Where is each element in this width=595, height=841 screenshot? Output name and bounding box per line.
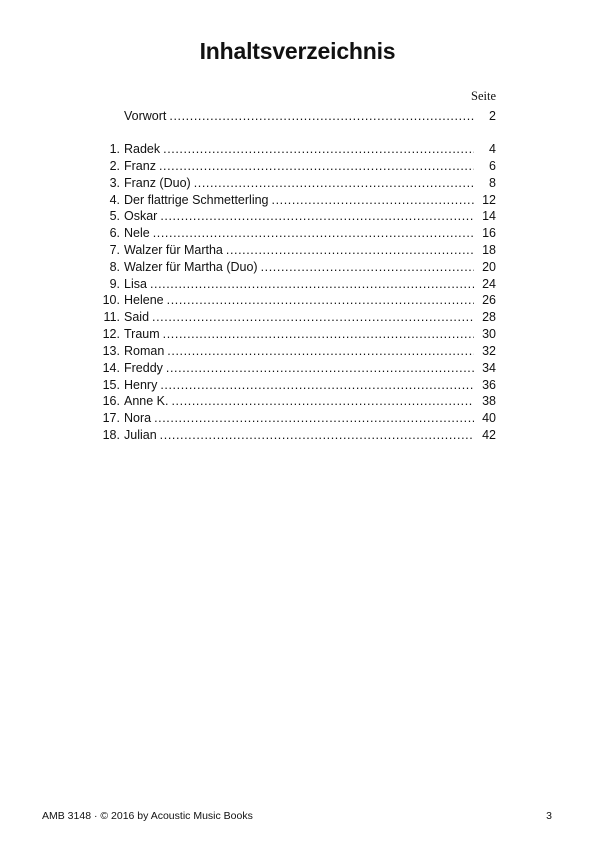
toc-entry-page: 42 — [482, 427, 496, 442]
toc-entry-title: Oskar — [124, 209, 158, 224]
toc-entry-page: 40 — [482, 411, 496, 426]
toc-entry-page: 18 — [482, 242, 496, 257]
footer-copyright: AMB 3148 · © 2016 by Acoustic Music Books — [42, 810, 253, 822]
toc-entry-title: Franz — [124, 158, 156, 173]
toc-entry-page: 14 — [482, 209, 496, 224]
toc-leader-dots — [169, 108, 474, 124]
toc-entry-title: Anne K. — [124, 394, 169, 409]
toc-entry-page: 26 — [482, 293, 496, 308]
toc-entry-row[interactable] — [95, 309, 496, 325]
toc-entry-number: 3. — [109, 175, 120, 190]
toc-entry-number: 17. — [102, 411, 120, 426]
toc-entry-title: Freddy — [124, 360, 163, 375]
toc-entry-title: Helene — [124, 293, 164, 308]
toc-entry-title: Lisa — [124, 276, 147, 291]
toc-leader-dots — [160, 377, 474, 393]
toc-leader-dots — [167, 343, 474, 359]
toc-entry-number: 16. — [102, 394, 120, 409]
toc-entry-page: 16 — [482, 226, 496, 241]
toc-entry-title: Franz (Duo) — [124, 175, 191, 190]
toc-entry-title: Walzer für Martha — [124, 242, 223, 257]
toc-leader-dots — [153, 225, 474, 241]
toc-entry-number: 18. — [102, 427, 120, 442]
toc-leader-dots — [154, 410, 474, 426]
toc-entry-row[interactable] — [95, 393, 496, 409]
toc-entry-row[interactable] — [95, 326, 496, 342]
toc-entry-title: Radek — [124, 142, 161, 156]
toc-leader-dots — [167, 292, 474, 308]
toc-leader-dots — [171, 393, 474, 409]
toc-entry-row[interactable] — [95, 242, 496, 258]
toc-entry-title: Nora — [124, 411, 152, 426]
toc-entry-row[interactable] — [95, 410, 496, 426]
toc-entry-row[interactable] — [95, 377, 496, 393]
toc-entry-title: Der flattrige Schmetterling — [124, 192, 269, 207]
toc-entry-title: Henry — [124, 377, 158, 392]
toc-leader-dots — [194, 175, 474, 191]
toc-leader-dots — [261, 259, 474, 275]
toc-entry-page: 28 — [482, 310, 496, 325]
toc-entry-page: 30 — [482, 327, 496, 341]
toc-entry-row[interactable] — [95, 141, 496, 157]
footer-page-number: 3 — [546, 810, 552, 822]
toc-preface-row[interactable] — [95, 108, 496, 124]
toc-entry-number: 13. — [102, 343, 120, 358]
toc-entry-page: 34 — [482, 360, 496, 375]
toc-entry-page: 12 — [482, 192, 496, 207]
toc-entry-number: 1. — [109, 142, 120, 156]
toc-entry-title: Said — [124, 310, 150, 325]
page-title: Inhaltsverzeichnis — [199, 38, 396, 64]
toc-entry-number: 10. — [102, 293, 120, 308]
toc-entry-row[interactable] — [95, 360, 496, 376]
toc-entry-row[interactable] — [95, 427, 496, 443]
toc-leader-dots — [160, 427, 474, 443]
toc-entry-title: Vorwort — [124, 109, 167, 123]
toc-entry-title: Julian — [124, 427, 157, 442]
toc-entry-row[interactable] — [95, 225, 496, 241]
toc-entry-row[interactable] — [95, 192, 496, 208]
toc-entry-row[interactable] — [95, 276, 496, 292]
toc-entry-title: Nele — [124, 226, 150, 241]
toc-entry-row[interactable] — [95, 158, 496, 174]
toc-entry-page: 32 — [482, 343, 496, 358]
toc-leader-dots — [150, 276, 474, 292]
toc-entry-row[interactable] — [95, 175, 496, 191]
toc-entry-number: 12. — [102, 327, 120, 341]
toc-entry-row[interactable] — [95, 208, 496, 224]
toc-leader-dots — [152, 309, 474, 325]
toc-leader-dots — [163, 326, 474, 342]
toc-entry-row[interactable] — [95, 292, 496, 308]
toc-entry-number: 14. — [102, 360, 120, 375]
toc-entry-page: 36 — [482, 377, 496, 392]
toc-entry-page: 24 — [482, 276, 496, 291]
toc-entry-title: Roman — [124, 343, 165, 358]
toc-leader-dots — [226, 242, 474, 258]
toc-leader-dots — [272, 192, 474, 208]
page-column-label: Seite — [471, 89, 496, 103]
toc-entry-page: 20 — [482, 259, 496, 274]
toc-entry-number: 4. — [109, 192, 120, 207]
toc-entry-number: 8. — [109, 259, 120, 274]
toc-entry-number: 9. — [109, 276, 120, 291]
toc-entry-number: 5. — [109, 209, 120, 224]
toc-entry-number: 15. — [102, 377, 120, 392]
toc-entry-page: 4 — [489, 142, 496, 156]
toc-entry-page: 6 — [489, 158, 496, 173]
toc-entry-row[interactable] — [95, 259, 496, 275]
toc-leader-dots — [166, 360, 474, 376]
toc-entry-title: Walzer für Martha (Duo) — [124, 259, 258, 274]
toc-entry-number: 11. — [103, 310, 120, 325]
toc-leader-dots — [163, 141, 474, 157]
toc-entry-number: 6. — [109, 226, 120, 241]
toc-leader-dots — [159, 158, 474, 174]
toc-entry-page: 2 — [489, 109, 496, 123]
toc-entry-number: 7. — [109, 242, 120, 257]
toc-entry-title: Traum — [124, 327, 160, 341]
toc-leader-dots — [160, 208, 474, 224]
toc-entry-row[interactable] — [95, 343, 496, 359]
toc-entry-number: 2. — [109, 158, 120, 173]
toc-entry-page: 38 — [482, 394, 496, 409]
toc-entry-page: 8 — [489, 175, 496, 190]
